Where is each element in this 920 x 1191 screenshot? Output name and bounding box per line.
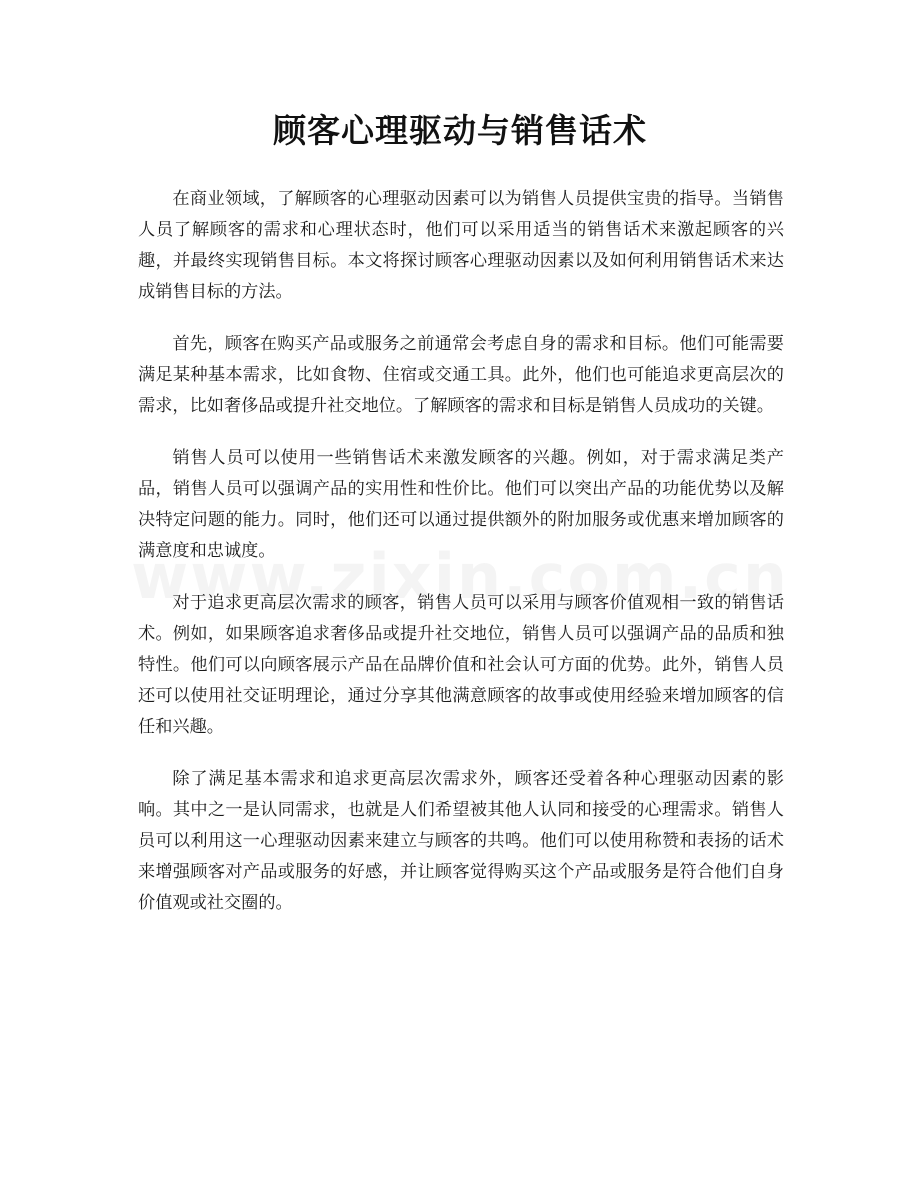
document-title: 顾客心理驱动与销售话术 — [273, 111, 647, 150]
paragraph: 对于追求更高层次需求的顾客，销售人员可以采用与顾客价值观相一致的销售话术。例如，如果顾客追求奢侈品或提升社交地位，销售人员可以强调产品的品质和独特性。他们可以向顾客展示产品在品牌价值和社会认可方面的优势。此外，销售人员还可以使用社交证明理论，通过分享其他满意顾客的故事或使用经验来增加顾客的信任和兴趣。 — [138, 593, 784, 737]
document-body — [138, 184, 784, 940]
paragraph: 除了满足基本需求和追求更高层次需求外，顾客还受着各种心理驱动因素的影响。其中之一是认同需求，也就是人们希望被其他人认同和接受的心理需求。销售人员可以利用这一心理驱动因素来建立与顾客的共鸣。他们可以使用称赞和表扬的话术来增强顾客对产品或服务的好感，并让顾客觉得购买这个产品或服务是符合他们自身价值观或社交圈的。 — [138, 769, 784, 913]
paragraph: 销售人员可以使用一些销售话术来激发顾客的兴趣。例如，对于需求满足类产品，销售人员可以强调产品的实用性和性价比。他们可以突出产品的功能优势以及解决特定问题的能力。同时，他们还可以通过提供额外的附加服务或优惠来增加顾客的满意度和忠诚度。 — [138, 448, 784, 561]
paragraph: 首先，顾客在购买产品或服务之前通常会考虑自身的需求和目标。他们可能需要满足某种基本需求，比如食物、住宿或交通工具。此外，他们也可能追求更高层次的需求，比如奢侈品或提升社交地位。了解顾客的需求和目标是销售人员成功的关键。 — [138, 334, 784, 416]
paragraph: 在商业领域，了解顾客的心理驱动因素可以为销售人员提供宝贵的指导。当销售人员了解顾客的需求和心理状态时，他们可以采用适当的销售话术来激起顾客的兴趣，并最终实现销售目标。本文将探讨顾客心理驱动因素以及如何利用销售话术来达成销售目标的方法。 — [138, 189, 784, 302]
